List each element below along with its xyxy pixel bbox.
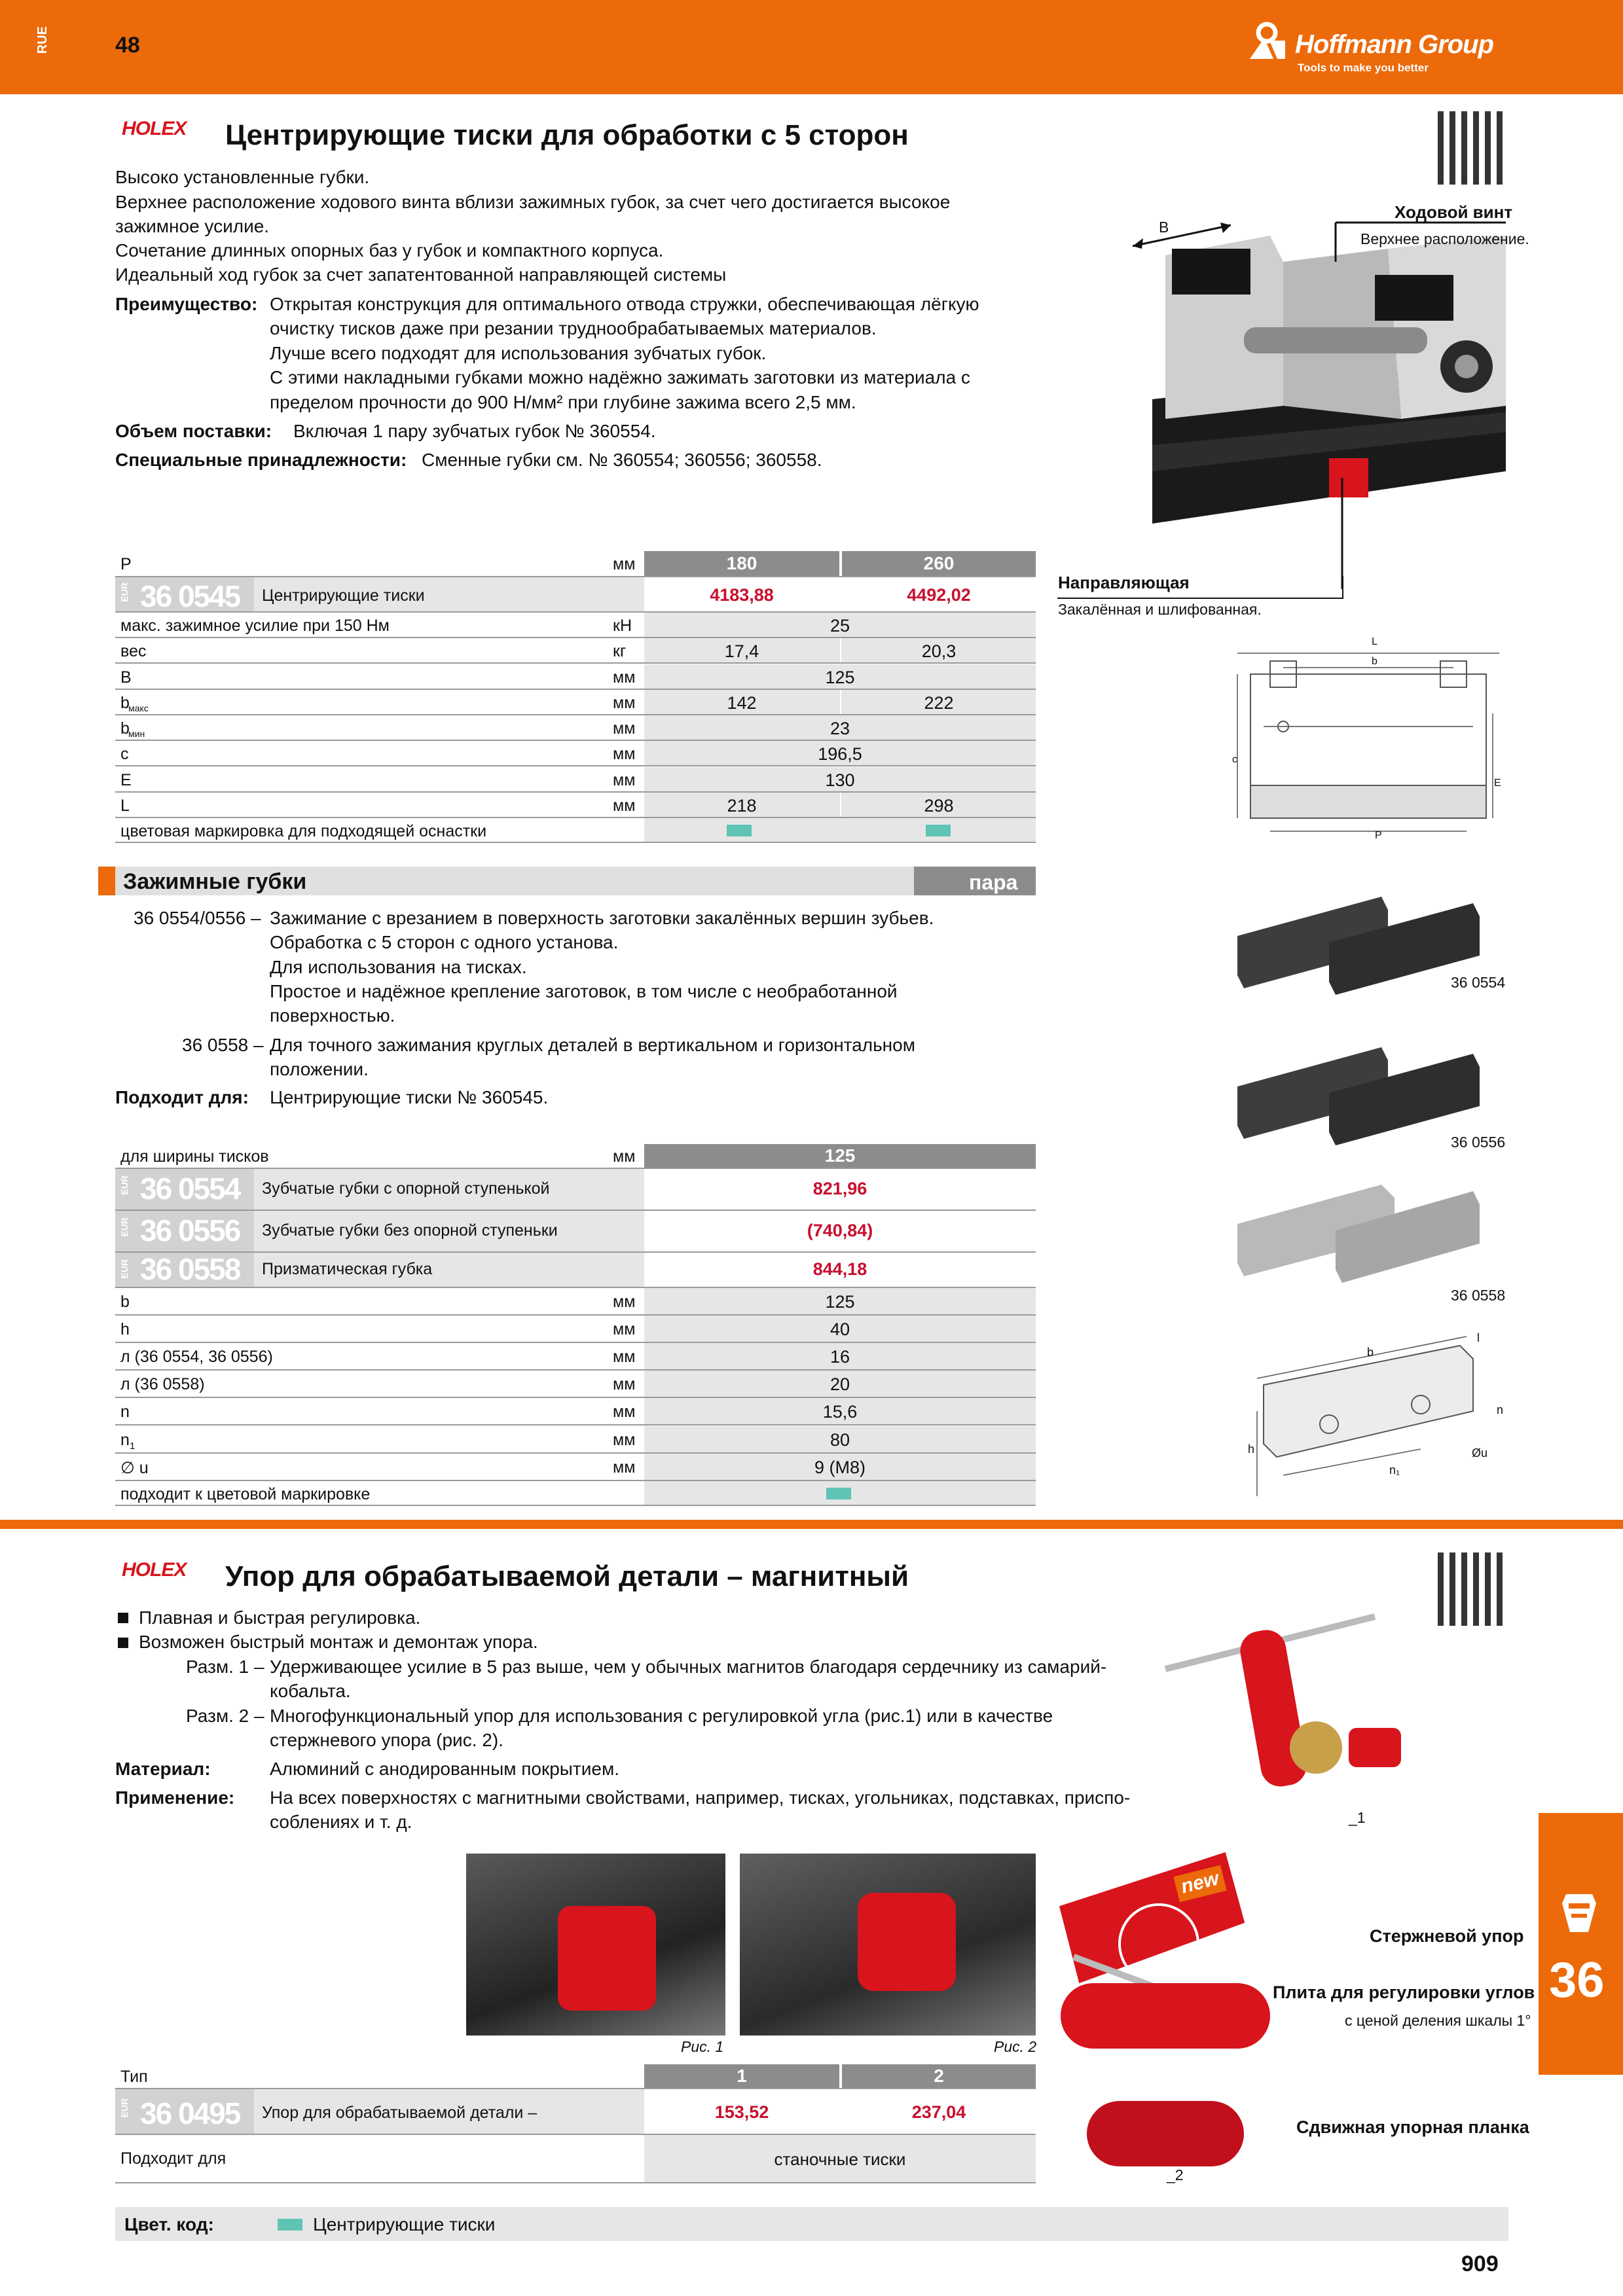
table2-row xyxy=(115,1343,1036,1371)
article-box xyxy=(115,1211,254,1251)
section1-line-4: Сочетание длинных опорных баз у губок и компактного корпуса. xyxy=(115,240,664,260)
row-value: 196,5 xyxy=(818,744,862,764)
row-label-sub: макс xyxy=(128,702,149,713)
table2-color-row xyxy=(115,1481,1036,1506)
jaw2-line-2: положении. xyxy=(270,1059,369,1079)
article-price: 821,96 xyxy=(812,1179,867,1198)
row-value: 80 xyxy=(830,1429,850,1450)
draw-E: E xyxy=(1494,778,1501,789)
row-unit: мм xyxy=(613,719,636,738)
advantage-line-3: Лучше всего подходят для использования зубчатых губок. xyxy=(270,343,767,363)
row-value: 9 (M8) xyxy=(814,1457,866,1477)
fits-value: станочные тиски xyxy=(774,2149,906,2169)
price-260: 4492,02 xyxy=(907,585,971,605)
article-prefix: EUR xyxy=(119,1175,130,1195)
table1-row xyxy=(115,741,1036,766)
draw-L: L xyxy=(1372,636,1377,647)
jaw1-line-5: поверхностью. xyxy=(270,1005,395,1026)
row-value-260: 298 xyxy=(924,795,954,816)
row-label: c xyxy=(120,745,129,764)
hdr-P: P xyxy=(120,555,132,573)
fits-label: Подходит для: xyxy=(115,1087,249,1107)
table2-row xyxy=(115,1371,1036,1398)
col-type-2: 2 xyxy=(842,2064,1036,2088)
row-label-sub: мин xyxy=(128,728,145,739)
table1-row xyxy=(115,767,1036,793)
callout-leadscrew-title: Ходовой винт xyxy=(1395,202,1513,222)
table2-header-row xyxy=(115,1144,1036,1169)
row-value: 125 xyxy=(825,1292,855,1312)
article-name: Упор для обрабатываемой детали – xyxy=(262,2104,538,2122)
section1-title: Центрирующие тиски для обработки с 5 сторон xyxy=(225,119,909,151)
row-value: 20 xyxy=(830,1374,850,1395)
color-swatch xyxy=(826,1488,851,1499)
bullet-icon xyxy=(118,1638,128,1648)
holex-logo-2: HOLEX xyxy=(122,1559,187,1581)
row-unit: мм xyxy=(613,770,636,789)
row-label: b xyxy=(120,693,130,712)
size1-line-1: Удерживающее усилие в 5 раз выше, чем у обычных магнитов благодаря сердечнику из самарий- xyxy=(270,1657,1107,1677)
table1-header-row xyxy=(115,551,1036,577)
new-badge-text: new xyxy=(1178,1867,1222,1898)
advantage-line-2: очистку тисков даже при резании труднообрабатываемых материалов. xyxy=(270,318,877,338)
application-line-2: соблениях и т. д. xyxy=(270,1812,412,1832)
article-name: Призматическая губка xyxy=(262,1260,433,1278)
row-unit: мм xyxy=(613,745,636,764)
table2-article-row[interactable] xyxy=(115,1253,1036,1288)
col-125: 125 xyxy=(644,1144,1036,1168)
article-box xyxy=(115,577,254,611)
table1-row xyxy=(115,664,1036,690)
callout-guide-title: Направляющая xyxy=(1058,573,1190,592)
collet-icon xyxy=(1553,1890,1605,1936)
row-label: E xyxy=(120,770,132,789)
article-price: 844,18 xyxy=(812,1259,867,1279)
row-label: л (36 0558) xyxy=(120,1375,205,1394)
brand-tagline: Tools to make you better xyxy=(1298,62,1429,74)
jaw1-line-3: Для использования на тисках. xyxy=(270,957,527,977)
article-box xyxy=(115,2089,254,2134)
table1-color-row xyxy=(115,818,1036,843)
jaws-title: Зажимные губки xyxy=(123,869,307,894)
row-value-180: 218 xyxy=(727,795,757,816)
section1-line-5: Идеальный ход губок за счет запатентованной направляющей системы xyxy=(115,264,727,285)
accessories-text: Сменные губки см. № 360554; 360556; 360558. xyxy=(422,450,822,470)
chapter-number: 36 xyxy=(1549,1952,1605,2008)
application-label: Применение: xyxy=(115,1787,235,1808)
section-separator xyxy=(0,1520,1623,1529)
qr-code-icon[interactable] xyxy=(1438,111,1508,185)
article-prefix: EUR xyxy=(119,1259,130,1279)
callout-guide-line xyxy=(1057,598,1343,599)
jaw1-line-4: Простое и надёжное крепление заготовок, в том числе с необработанной xyxy=(270,981,898,1001)
color-swatch xyxy=(926,825,951,836)
jaws-images xyxy=(1231,857,1532,1289)
row-label: h xyxy=(120,1320,130,1339)
stop-label-1: _1 xyxy=(1349,1809,1366,1826)
article-prefix: EUR xyxy=(119,1217,130,1237)
fits-label: Подходит для xyxy=(120,2149,227,2168)
row-unit: мм xyxy=(613,1403,636,1422)
row-label: ∅ u xyxy=(120,1458,149,1477)
jaw-code-1: 36 0554/0556 – xyxy=(134,908,261,928)
advantage-line-4: С этими накладными губками можно надёжно зажимать заготовки из материала с xyxy=(270,367,970,387)
jawdraw-n: n xyxy=(1497,1403,1504,1416)
article-number: 36 0556 xyxy=(140,1213,240,1247)
price-type-2: 237,04 xyxy=(911,2102,966,2122)
jawdraw-b: b xyxy=(1367,1346,1374,1359)
jaw-drawing xyxy=(1244,1333,1519,1503)
row-unit: мм xyxy=(613,1458,636,1477)
article-prefix: EUR xyxy=(119,583,130,602)
jaw2-line-1: Для точного зажимания круглых деталей в вертикальном и горизонтальном xyxy=(270,1035,915,1055)
table1-row xyxy=(115,638,1036,664)
advantage-line-1: Открытая конструкция для оптимального отвода стружки, обеспечивающая лёгкую xyxy=(270,294,979,314)
price-type-1: 153,52 xyxy=(714,2102,769,2122)
row-label: вес xyxy=(120,642,147,661)
article-name: Зубчатые губки с опорной ступенькой xyxy=(262,1179,550,1198)
table1-row xyxy=(115,613,1036,638)
fig2-caption: Рис. 2 xyxy=(994,2038,1037,2055)
jaw-image-label-1: 36 0554 xyxy=(1451,974,1506,991)
row-unit: мм xyxy=(613,1293,636,1311)
stop-images xyxy=(1034,1590,1532,2199)
photo-fig1 xyxy=(466,1854,725,2036)
row-unit: мм xyxy=(613,1320,636,1339)
row-value: 125 xyxy=(825,667,855,687)
col-180: 180 xyxy=(644,551,839,576)
vice-image xyxy=(1113,196,1519,589)
row-unit: мм xyxy=(613,1375,636,1394)
table3-fits-row xyxy=(115,2135,1036,2183)
article-number: 36 0554 xyxy=(140,1172,240,1206)
table2-row xyxy=(115,1316,1036,1343)
table2-row xyxy=(115,1426,1036,1454)
bullet-1: Плавная и быстрая регулировка. xyxy=(139,1607,421,1628)
callout-guide-line-v xyxy=(1342,576,1343,599)
row-label-sub: 1 xyxy=(130,1440,136,1452)
hoffmann-logo-icon xyxy=(1247,21,1293,60)
row-value: 23 xyxy=(830,719,850,738)
fig1-caption: Рис. 1 xyxy=(681,2038,724,2055)
region-code: RUE xyxy=(35,26,50,54)
row-value-180: 17,4 xyxy=(724,641,759,662)
draw-c: c xyxy=(1232,754,1237,765)
table2-article-row[interactable] xyxy=(115,1169,1036,1211)
row-label: B xyxy=(120,668,132,687)
article-price: (740,84) xyxy=(807,1221,873,1240)
jawdraw-n1: n₁ xyxy=(1389,1463,1400,1477)
legend-label: Цвет. код: xyxy=(124,2214,214,2234)
row-unit: кг xyxy=(613,642,627,661)
row-value-260: 20,3 xyxy=(921,641,957,662)
section1-line-1: Высоко установленные губки. xyxy=(115,167,370,187)
row-unit: кН xyxy=(613,617,632,635)
table1-article-row[interactable] xyxy=(115,577,1036,613)
row-label: b xyxy=(120,1293,130,1311)
dim-B-label: B xyxy=(1159,219,1169,236)
size2-code: Разм. 2 – xyxy=(186,1706,264,1726)
article-number: 36 0495 xyxy=(140,2096,240,2130)
row-label: n xyxy=(120,1403,130,1422)
price-180: 4183,88 xyxy=(710,585,774,605)
material-label: Материал: xyxy=(115,1759,211,1779)
callout-rod-stop: Стержневой упор xyxy=(1370,1926,1524,1946)
supply-text: Включая 1 пару зубчатых губок № 360554. xyxy=(293,421,656,441)
bullet-2: Возможен быстрый монтаж и демонтаж упора. xyxy=(139,1632,538,1652)
draw-P: P xyxy=(1375,830,1382,841)
row-value: 130 xyxy=(825,770,855,790)
brand-name: Hoffmann Group xyxy=(1295,30,1494,59)
article-box xyxy=(115,1253,254,1287)
row-unit: мм xyxy=(613,1430,636,1449)
row-label: L xyxy=(120,796,130,815)
table3-header-row xyxy=(115,2064,1036,2089)
row-value-260: 222 xyxy=(924,692,954,713)
table2-row xyxy=(115,1288,1036,1316)
supply-label: Объем поставки: xyxy=(115,421,272,441)
row-unit: мм xyxy=(613,796,636,815)
row-label: b xyxy=(120,719,130,738)
jaw1-line-2: Обработка с 5 сторон с одного установа. xyxy=(270,932,619,952)
section1-line-2: Верхнее расположение ходового винта вблизи зажимных губок, за счет чего достигается высокое xyxy=(115,192,951,212)
table2-row xyxy=(115,1454,1036,1481)
advantage-line-5: пределом прочности до 900 Н/мм² при глубине зажима всего 2,5 мм. xyxy=(270,392,856,412)
jaw-image-label-2: 36 0556 xyxy=(1451,1134,1506,1151)
article-name: Центрирующие тиски xyxy=(262,586,425,605)
table1-row xyxy=(115,793,1036,818)
table1-row xyxy=(115,690,1036,715)
bullet-icon xyxy=(118,1613,128,1623)
row-unit: мм xyxy=(613,693,636,712)
color-swatch xyxy=(727,825,752,836)
size1-code: Разм. 1 – xyxy=(186,1657,264,1677)
color-row-label: подходит к цветовой маркировке xyxy=(120,1485,371,1503)
row-value: 15,6 xyxy=(822,1402,858,1422)
callout-angle-plate: Плита для регулировки углов xyxy=(1273,1982,1535,2002)
row-label: n xyxy=(120,1430,130,1449)
col-type-1: 1 xyxy=(644,2064,839,2088)
row-unit: мм xyxy=(613,668,636,687)
hdr-width: для ширины тисков xyxy=(120,1147,269,1166)
chapter-tab[interactable] xyxy=(1539,1813,1623,2075)
callout-slide-bar: Сдвижная упорная планка xyxy=(1296,2117,1529,2137)
application-line-1: На всех поверхностях с магнитными свойствами, например, тисках, угольниках, подставках, приспо- xyxy=(270,1787,1131,1808)
table2-article-row[interactable] xyxy=(115,1211,1036,1253)
holex-logo: HOLEX xyxy=(122,118,187,139)
jawdraw-u: Øu xyxy=(1472,1446,1488,1460)
material-text: Алюминий с анодированным покрытием. xyxy=(270,1759,619,1779)
jaws-accent xyxy=(98,867,115,895)
article-prefix: EUR xyxy=(119,2098,130,2118)
callout-angle-scale: с ценой деления шкалы 1° xyxy=(1345,2012,1531,2029)
hdr-unit: мм xyxy=(613,1147,636,1166)
table2-row xyxy=(115,1398,1036,1426)
jawdraw-l: l xyxy=(1477,1331,1480,1344)
jaw-image-label-3: 36 0558 xyxy=(1451,1287,1506,1304)
section1-line-3: зажимное усилие. xyxy=(115,216,270,236)
hdr-type: Тип xyxy=(120,2068,148,2086)
callout-leadscrew-sub: Верхнее расположение. xyxy=(1360,230,1529,247)
article-box xyxy=(115,1169,254,1210)
draw-b: b xyxy=(1372,656,1377,667)
row-value: 40 xyxy=(830,1319,850,1340)
row-value: 16 xyxy=(830,1347,850,1367)
jawdraw-h: h xyxy=(1248,1443,1255,1456)
table3-article-row[interactable] xyxy=(115,2089,1036,2135)
color-row-label: цветовая маркировка для подходящей оснастки xyxy=(120,822,487,840)
advantage-label: Преимущество: xyxy=(115,294,258,314)
fits-text: Центрирующие тиски № 360545. xyxy=(270,1087,549,1107)
size1-line-2: кобальта. xyxy=(270,1681,351,1701)
page-number: 48 xyxy=(115,33,140,58)
row-value: 25 xyxy=(830,616,850,636)
article-number: 36 0558 xyxy=(140,1252,240,1286)
jaw-code-2: 36 0558 – xyxy=(182,1035,264,1055)
photo-fig2 xyxy=(740,1854,1036,2036)
article-number: 36 0545 xyxy=(140,579,240,613)
callout-guide-sub: Закалённая и шлифованная. xyxy=(1058,601,1262,618)
jaws-unit: пара xyxy=(969,870,1018,894)
stop-label-2: _2 xyxy=(1167,2166,1184,2183)
accessories-label: Специальные принадлежности: xyxy=(115,450,407,470)
vice-drawing xyxy=(1231,635,1506,857)
col-260: 260 xyxy=(842,551,1036,576)
legend-item: Центрирующие тиски xyxy=(313,2214,496,2234)
article-name: Зубчатые губки без опорной ступеньки xyxy=(262,1221,558,1240)
row-label: макс. зажимное усилие при 150 Нм xyxy=(120,617,390,635)
hdr-unit: мм xyxy=(613,555,636,573)
size2-line-1: Многофункциональный упор для использования с регулировкой угла (рис.1) или в качестве xyxy=(270,1706,1053,1726)
table1-row xyxy=(115,715,1036,741)
legend-swatch xyxy=(278,2219,302,2231)
row-value-180: 142 xyxy=(727,692,757,713)
row-label: л (36 0554, 36 0556) xyxy=(120,1348,273,1367)
footer-page-number: 909 xyxy=(1461,2251,1499,2276)
row-unit: мм xyxy=(613,1348,636,1367)
size2-line-2: стержневого упора (рис. 2). xyxy=(270,1730,503,1750)
section2-title: Упор для обрабатываемой детали – магнитный xyxy=(225,1560,909,1592)
jaw1-line-1: Зажимание с врезанием в поверхность заготовки закалённых вершин зубьев. xyxy=(270,908,934,928)
